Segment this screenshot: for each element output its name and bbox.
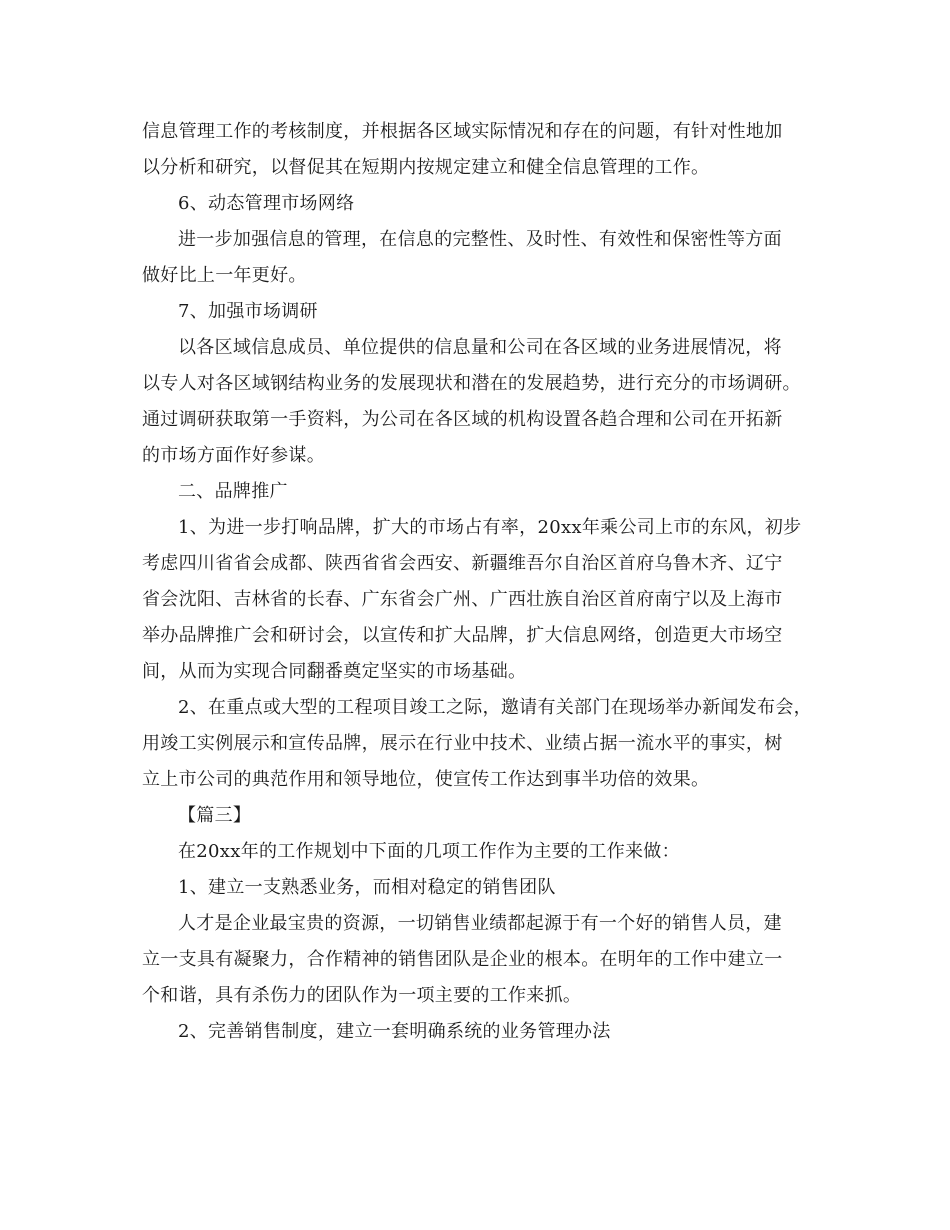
- text-line: 立一支具有凝聚力，合作精神的销售团队是企业的根本。在明年的工作中建立一: [142, 949, 783, 970]
- text-line: 7、加强市场调研: [178, 301, 318, 322]
- text-line: 二、品牌推广: [178, 481, 288, 502]
- text-line: 通过调研获取第一手资料，为公司在各区域的机构设置各趋合理和公司在开拓新: [142, 409, 783, 430]
- text-line: 间，从而为实现合同翻番奠定坚实的市场基础。: [142, 661, 527, 682]
- text-line: 举办品牌推广会和研讨会，以宣传和扩大品牌，扩大信息网络，创造更大市场空: [142, 625, 783, 646]
- text-line: 在20xx年的工作规划中下面的几项工作作为主要的工作来做：: [178, 841, 680, 862]
- text-line: 2、完善销售制度，建立一套明确系统的业务管理办法: [178, 1021, 611, 1042]
- text-line: 信息管理工作的考核制度，并根据各区域实际情况和存在的问题，有针对性地加: [142, 121, 783, 142]
- text-line: 做好比上一年更好。: [142, 265, 307, 286]
- text-line: 以专人对各区域钢结构业务的发展现状和潜在的发展趋势，进行充分的市场调研。: [142, 373, 801, 394]
- text-line: 以各区域信息成员、单位提供的信息量和公司在各区域的业务进展情况，将: [178, 337, 782, 358]
- text-line: 【篇三】: [178, 805, 252, 826]
- text-line: 个和谐，具有杀伤力的团队作为一项主要的工作来抓。: [142, 985, 582, 1006]
- text-line: 2、在重点或大型的工程项目竣工之际，邀请有关部门在现场举办新闻发布会，: [178, 697, 812, 718]
- document-body: [142, 114, 832, 1050]
- text-line: 人才是企业最宝贵的资源，一切销售业绩都起源于有一个好的销售人员，建: [178, 913, 782, 934]
- text-line: 以分析和研究，以督促其在短期内按规定建立和健全信息管理的工作。: [142, 157, 710, 178]
- text-line: 1、建立一支熟悉业务，而相对稳定的销售团队: [178, 877, 556, 898]
- text-line: 的市场方面作好参谋。: [142, 445, 325, 466]
- text-line: 用竣工实例展示和宣传品牌，展示在行业中技术、业绩占据一流水平的事实，树: [142, 733, 783, 754]
- text-line: 进一步加强信息的管理，在信息的完整性、及时性、有效性和保密性等方面: [178, 229, 782, 250]
- text-line: 6、动态管理市场网络: [178, 193, 355, 214]
- text-line: 省会沈阳、吉林省的长春、广东省会广州、广西壮族自治区首府南宁以及上海市: [142, 589, 783, 610]
- text-line: 考虑四川省省会成都、陕西省省会西安、新疆维吾尔自治区首府乌鲁木齐、辽宁: [142, 553, 783, 574]
- text-line: 1、为进一步打响品牌，扩大的市场占有率，20xx年乘公司上市的东风，初步: [178, 517, 802, 538]
- text-line: 立上市公司的典范作用和领导地位，使宣传工作达到事半功倍的效果。: [142, 769, 710, 790]
